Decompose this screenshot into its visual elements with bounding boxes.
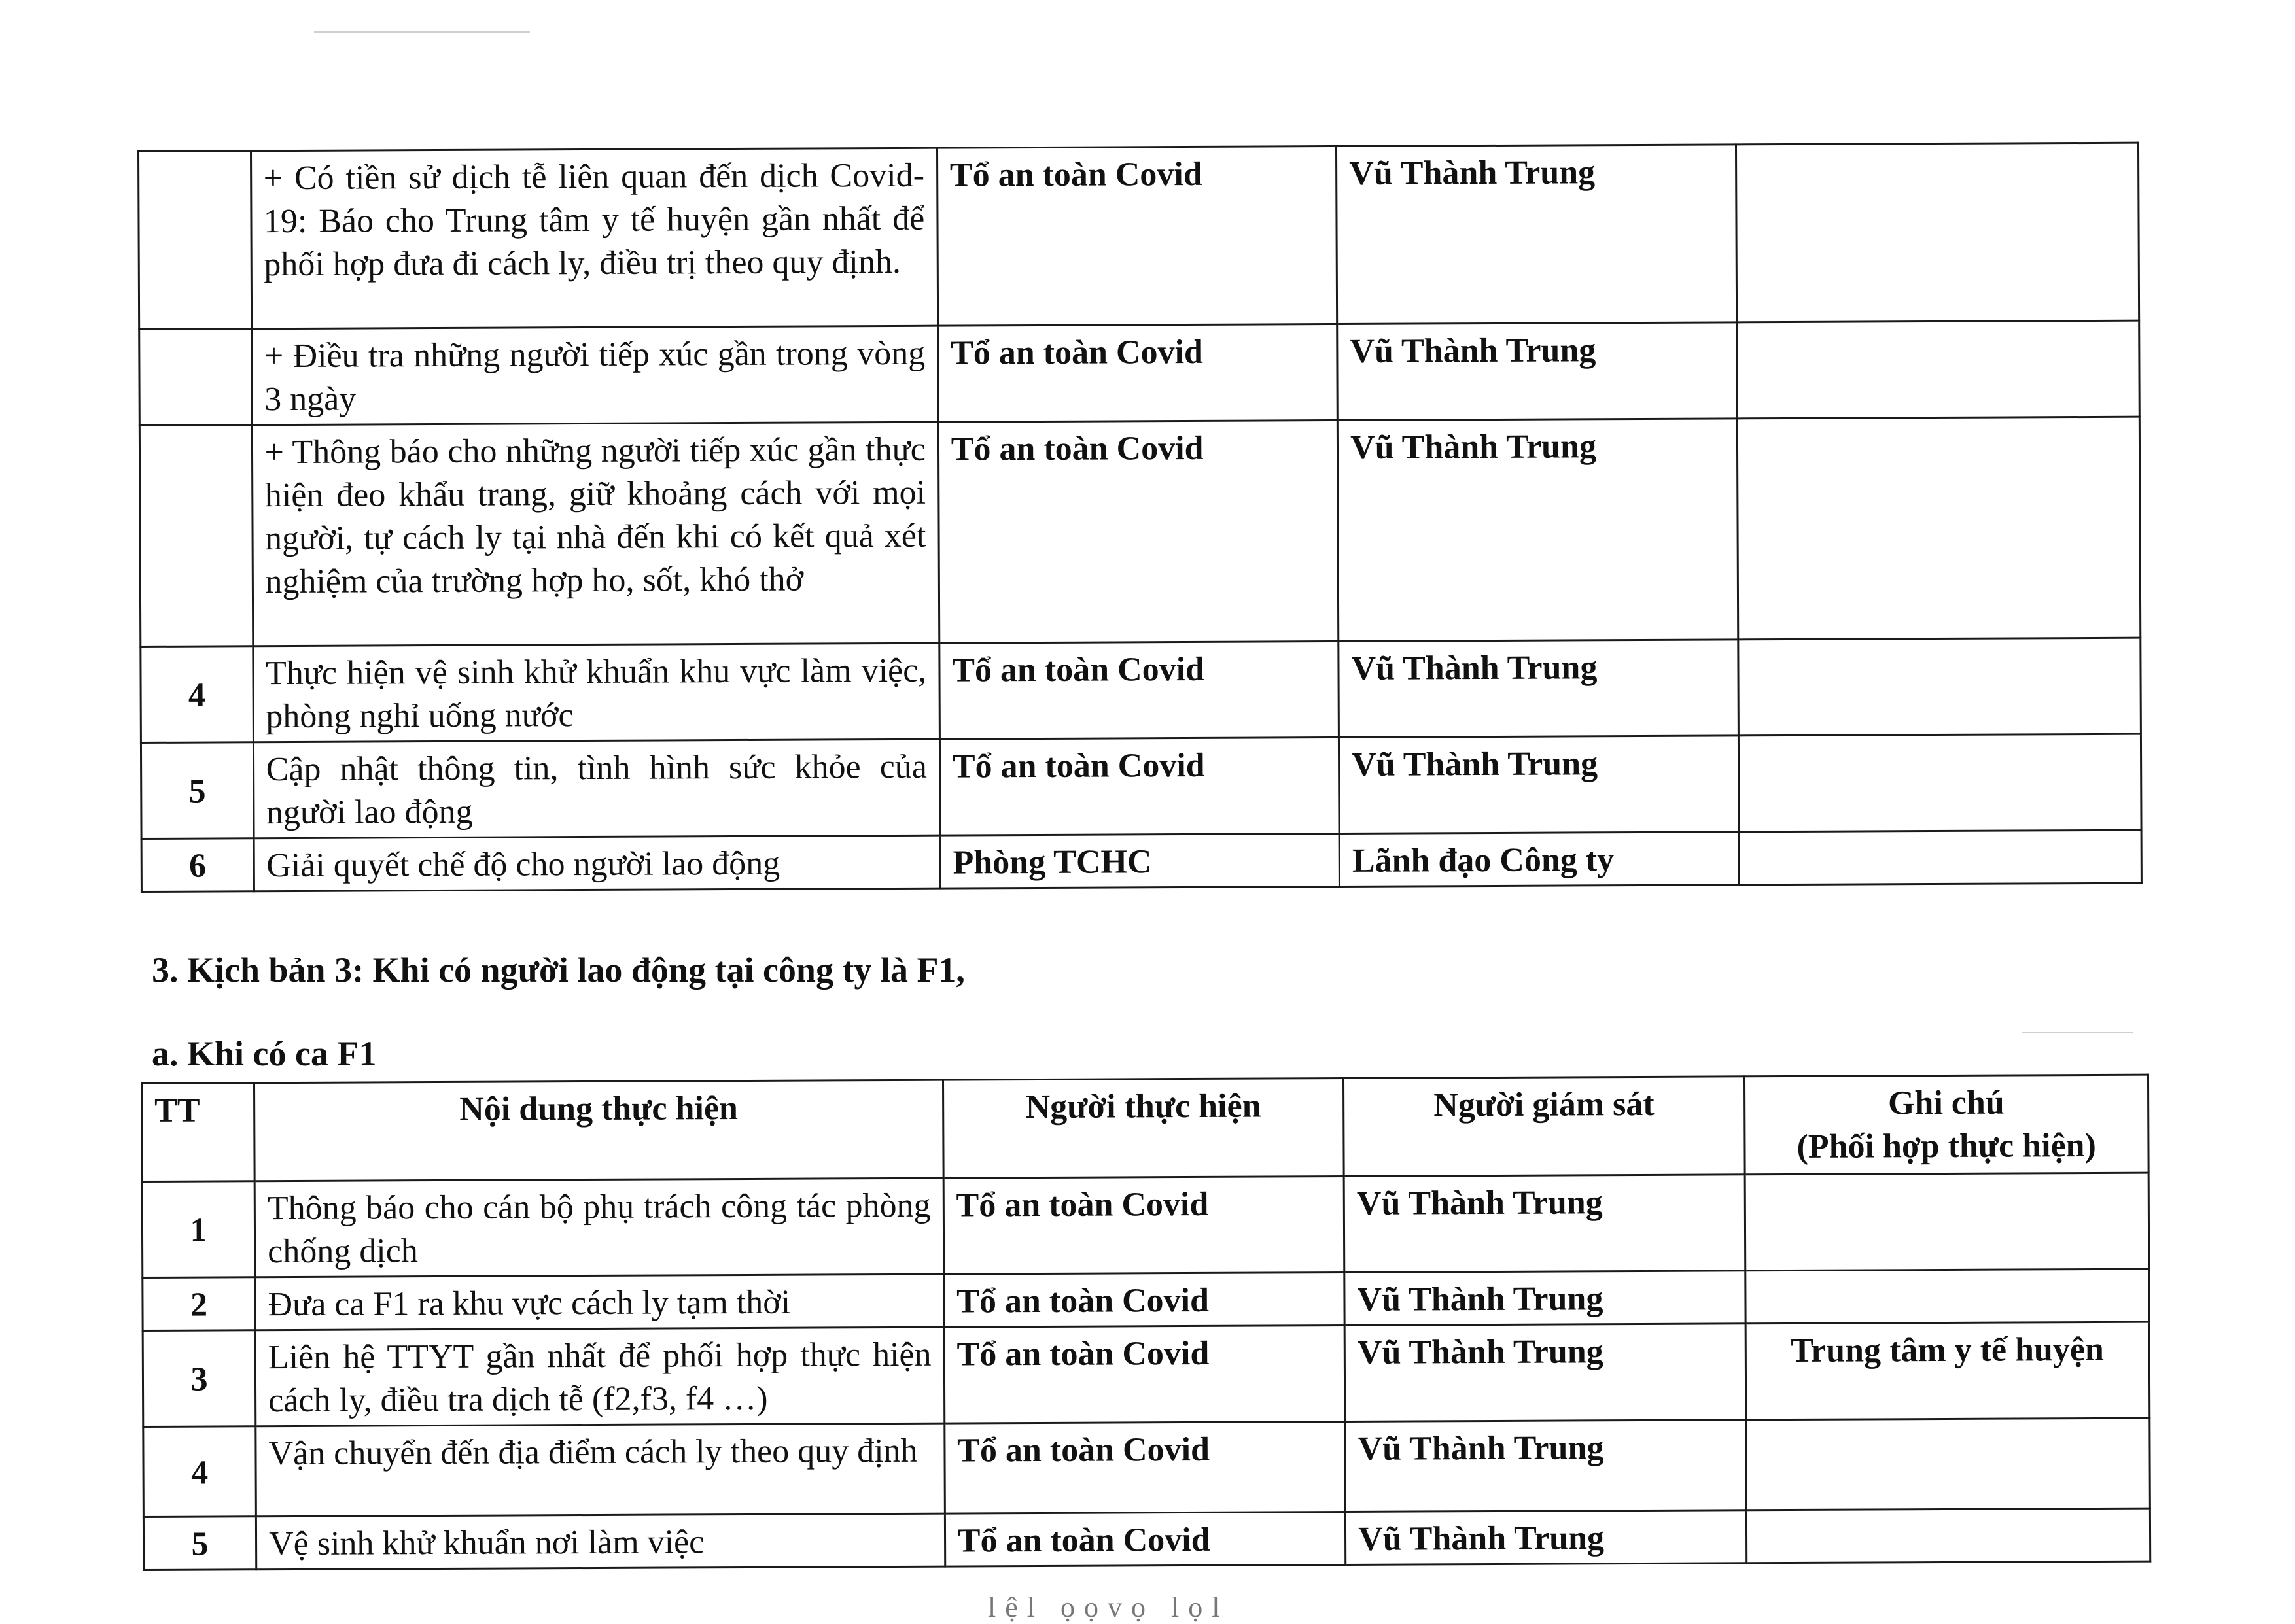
- note: [1739, 830, 2142, 885]
- responsible-person: Tổ an toàn Covid: [945, 1512, 1346, 1566]
- note: [1736, 320, 2139, 419]
- responsible-person: Tổ an toàn Covid: [938, 420, 1339, 643]
- note: [1738, 734, 2141, 832]
- table-row: [143, 1418, 2150, 1517]
- table-row: [143, 1322, 2150, 1426]
- note: [1736, 143, 2139, 322]
- responsible-person: Phòng TCHC: [940, 833, 1340, 888]
- supervisor: Vũ Thành Trung: [1337, 322, 1737, 421]
- supervisor: Vũ Thành Trung: [1346, 1510, 1747, 1565]
- supervisor: Vũ Thành Trung: [1339, 640, 1738, 738]
- note: [1745, 1269, 2149, 1324]
- responsible-person: Tổ an toàn Covid: [937, 147, 1337, 326]
- task-content: Thông báo cho cán bộ phụ trách công tác phòng chống dịch: [254, 1178, 943, 1277]
- task-content: Vệ sinh khử khuẩn nơi làm việc: [256, 1513, 945, 1570]
- subsection-heading: a. Khi có ca F1: [152, 1034, 377, 1073]
- table-row: [141, 830, 2141, 891]
- task-content: Cập nhật thông tin, tình hình sức khỏe của người lao động: [253, 739, 940, 838]
- supervisor: Lãnh đạo Công ty: [1339, 832, 1739, 887]
- table-row: [143, 1269, 2149, 1330]
- measures-table-continued: [137, 142, 2143, 893]
- task-content: Đưa ca F1 ra khu vực cách ly tạm thời: [255, 1274, 944, 1330]
- supervisor: Vũ Thành Trung: [1337, 419, 1738, 642]
- table-row: [139, 417, 2140, 646]
- table-row: [142, 1173, 2149, 1277]
- footer-scan-mark: lệl ọọvọ lọl: [988, 1591, 1229, 1623]
- row-number: 6: [141, 838, 254, 892]
- row-number: [139, 425, 253, 647]
- header-note-title: Ghi chú: [1887, 1084, 2005, 1122]
- scan-artifact-line: [314, 31, 530, 33]
- responsible-person: Tổ an toàn Covid: [944, 1325, 1345, 1423]
- row-number: 4: [143, 1426, 256, 1517]
- task-content: Thực hiện vệ sinh khử khuẩn khu vực làm việc, phòng nghỉ uống nước: [253, 643, 939, 742]
- note: [1745, 1173, 2149, 1271]
- header-tt: TT: [142, 1083, 255, 1182]
- header-supervisor: Người giám sát: [1344, 1077, 1745, 1177]
- task-content: + Thông báo cho những người tiếp xúc gần thực hiện đeo khẩu trang, giữ khoảng cách với mọi người, tự cách ly tại nhà đến khi có kết quả xét nghiệm của trường hợp ho, sốt, khó thở: [252, 422, 939, 646]
- table-row: [139, 143, 2139, 329]
- header-note-subtitle: (Phối hợp thực hiện): [1796, 1126, 2096, 1166]
- table-row: [139, 320, 2140, 425]
- table-header-row: [142, 1075, 2149, 1181]
- supervisor: Vũ Thành Trung: [1337, 145, 1737, 324]
- responsible-person: Tổ an toàn Covid: [945, 1421, 1346, 1513]
- task-content: Giải quyết chế độ cho người lao động: [254, 835, 941, 891]
- task-content: + Điều tra những người tiếp xúc gần trong vòng 3 ngày: [251, 326, 938, 425]
- header-content: Nội dung thực hiện: [254, 1080, 943, 1181]
- header-person: Người thực hiện: [943, 1078, 1344, 1178]
- responsible-person: Tổ an toàn Covid: [939, 737, 1339, 835]
- row-number: 1: [142, 1181, 255, 1278]
- supervisor: Vũ Thành Trung: [1344, 1324, 1745, 1422]
- note: [1745, 1418, 2150, 1510]
- f1-case-table: [141, 1074, 2151, 1571]
- supervisor: Vũ Thành Trung: [1344, 1175, 1745, 1273]
- supervisor: Vũ Thành Trung: [1344, 1271, 1745, 1326]
- row-number: 2: [143, 1277, 255, 1331]
- table-row: [143, 1508, 2150, 1570]
- row-number: [139, 329, 252, 426]
- note: [1737, 417, 2141, 640]
- task-content: Vận chuyển đến địa điểm cách ly theo quy định: [256, 1423, 945, 1517]
- header-note: [1744, 1075, 2148, 1175]
- responsible-person: Tổ an toàn Covid: [937, 324, 1337, 423]
- note: [1746, 1508, 2150, 1563]
- table-row: [141, 734, 2141, 838]
- note: [1738, 638, 2141, 736]
- table-row: [141, 638, 2141, 742]
- note: Trung tâm y tế huyện: [1745, 1322, 2150, 1420]
- row-number: 3: [143, 1330, 256, 1427]
- row-number: [139, 151, 252, 330]
- responsible-person: Tổ an toàn Covid: [939, 641, 1339, 739]
- row-number: 5: [143, 1517, 256, 1570]
- task-content: Liên hệ TTYT gần nhất để phối hợp thực hiện cách ly, điều tra dịch tễ (f2,f3, f4 …): [255, 1327, 944, 1426]
- supervisor: Vũ Thành Trung: [1339, 736, 1739, 834]
- supervisor: Vũ Thành Trung: [1345, 1420, 1746, 1512]
- responsible-person: Tổ an toàn Covid: [944, 1272, 1345, 1327]
- row-number: 5: [141, 742, 253, 839]
- row-number: 4: [141, 646, 253, 743]
- scenario-heading: 3. Kịch bản 3: Khi có người lao động tại công ty là F1,: [152, 950, 965, 990]
- responsible-person: Tổ an toàn Covid: [943, 1176, 1344, 1274]
- task-content: + Có tiền sử dịch tễ liên quan đến dịch Covid-19: Báo cho Trung tâm y tế huyện gần nhất để phối hợp đưa đi cách ly, điều trị theo quy định.: [251, 148, 937, 329]
- scan-artifact-line: [2022, 1032, 2133, 1033]
